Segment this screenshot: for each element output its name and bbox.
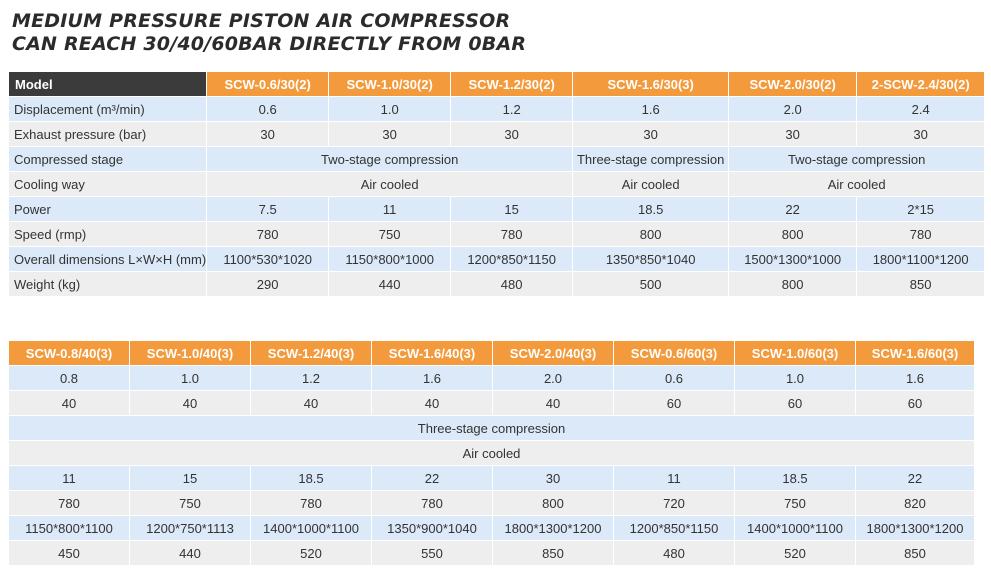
table-row	[9, 491, 974, 516]
table-row	[9, 247, 984, 272]
cell: 520	[735, 541, 855, 566]
model-header: Model	[9, 72, 206, 97]
table-row	[9, 366, 974, 391]
cell: 0.6	[614, 366, 734, 391]
cell: 40	[493, 391, 613, 416]
cell: 750	[329, 222, 450, 247]
cell: 800	[493, 491, 613, 516]
title-line-1: MEDIUM PRESSURE PISTON AIR COMPRESSOR	[12, 10, 511, 32]
cell: 1800*1100*1200	[857, 247, 984, 272]
model-cell: SCW-1.0/30(2)	[329, 72, 450, 97]
merged-cell: Air cooled	[9, 441, 974, 466]
table-row	[9, 197, 984, 222]
cell: 7.5	[207, 197, 328, 222]
cell: 780	[372, 491, 492, 516]
cell: 1.0	[329, 97, 450, 122]
cell: 30	[493, 466, 613, 491]
model-cell: SCW-1.6/60(3)	[856, 341, 974, 366]
row-label: Power	[9, 197, 206, 222]
spec-table-40-60bar	[8, 341, 975, 566]
header-row	[9, 341, 974, 366]
table-row	[9, 416, 974, 441]
model-cell: SCW-0.8/40(3)	[9, 341, 129, 366]
cell: 750	[130, 491, 250, 516]
cell: 800	[729, 272, 856, 297]
cell: 2.0	[493, 366, 613, 391]
model-cell: SCW-1.6/30(3)	[573, 72, 728, 97]
table-row	[9, 466, 974, 491]
cell: 30	[729, 122, 856, 147]
cell: 22	[729, 197, 856, 222]
cell: 1150*800*1100	[9, 516, 129, 541]
merged-cell: Three-stage compression	[9, 416, 974, 441]
model-cell: SCW-1.6/40(3)	[372, 341, 492, 366]
cell: 290	[207, 272, 328, 297]
row-label: Weight (kg)	[9, 272, 206, 297]
merged-cell: Air cooled	[729, 172, 984, 197]
model-cell: 2-SCW-2.4/30(2)	[857, 72, 984, 97]
cell: 30	[573, 122, 728, 147]
cell: 480	[451, 272, 572, 297]
table-row	[9, 222, 984, 247]
cell: 1.6	[372, 366, 492, 391]
cell: 520	[251, 541, 371, 566]
cell: 440	[329, 272, 450, 297]
cell: 480	[614, 541, 734, 566]
table-row	[9, 391, 974, 416]
cell: 800	[729, 222, 856, 247]
row-label: Speed (rmp)	[9, 222, 206, 247]
header-row	[9, 72, 984, 97]
cell: 1400*1000*1100	[735, 516, 855, 541]
cell: 1500*1300*1000	[729, 247, 856, 272]
table-row	[9, 272, 984, 297]
cell: 780	[9, 491, 129, 516]
cell: Three-stage compression	[573, 147, 728, 172]
merged-cell: Two-stage compression	[207, 147, 572, 172]
cell: 18.5	[251, 466, 371, 491]
cell: 2.0	[729, 97, 856, 122]
cell: 1.0	[130, 366, 250, 391]
row-label: Compressed stage	[9, 147, 206, 172]
cell: 820	[856, 491, 974, 516]
cell: 18.5	[735, 466, 855, 491]
cell: 1.6	[573, 97, 728, 122]
row-label: Displacement (m³/min)	[9, 97, 206, 122]
cell: 30	[207, 122, 328, 147]
model-cell: SCW-1.2/30(2)	[451, 72, 572, 97]
cell: 1.0	[735, 366, 855, 391]
cell: 1.2	[251, 366, 371, 391]
table-row	[9, 441, 974, 466]
cell: 11	[9, 466, 129, 491]
merged-cell: Air cooled	[207, 172, 572, 197]
cell: 0.8	[9, 366, 129, 391]
cell: 440	[130, 541, 250, 566]
cell: 750	[735, 491, 855, 516]
title-line-2: CAN REACH 30/40/60BAR DIRECTLY FROM 0BAR	[12, 33, 527, 55]
table-row	[9, 172, 984, 197]
table-row	[9, 541, 974, 566]
cell: 550	[372, 541, 492, 566]
table-row	[9, 147, 984, 172]
cell: 40	[9, 391, 129, 416]
cell: 450	[9, 541, 129, 566]
cell: 1.6	[856, 366, 974, 391]
cell: 1350*850*1040	[573, 247, 728, 272]
cell: 1200*850*1150	[451, 247, 572, 272]
cell: 780	[451, 222, 572, 247]
page-title	[12, 10, 526, 56]
cell: 30	[857, 122, 984, 147]
row-label: Exhaust pressure (bar)	[9, 122, 206, 147]
row-label: Overall dimensions L×W×H (mm)	[9, 247, 206, 272]
cell: 1400*1000*1100	[251, 516, 371, 541]
model-cell: SCW-0.6/60(3)	[614, 341, 734, 366]
cell: 1.2	[451, 97, 572, 122]
cell: 1800*1300*1200	[493, 516, 613, 541]
table-row	[9, 122, 984, 147]
cell: 22	[372, 466, 492, 491]
cell: 720	[614, 491, 734, 516]
cell: 40	[372, 391, 492, 416]
spec-table-30bar	[8, 72, 985, 297]
merged-cell: Two-stage compression	[729, 147, 984, 172]
cell: 11	[614, 466, 734, 491]
cell: 1200*750*1113	[130, 516, 250, 541]
cell: 60	[735, 391, 855, 416]
cell: 780	[251, 491, 371, 516]
cell: 850	[857, 272, 984, 297]
cell: 1200*850*1150	[614, 516, 734, 541]
cell: 40	[251, 391, 371, 416]
cell: 800	[573, 222, 728, 247]
cell: 30	[329, 122, 450, 147]
cell: 1350*900*1040	[372, 516, 492, 541]
model-cell: SCW-1.0/40(3)	[130, 341, 250, 366]
row-label: Cooling way	[9, 172, 206, 197]
cell: 15	[130, 466, 250, 491]
cell: 780	[857, 222, 984, 247]
cell: 60	[856, 391, 974, 416]
cell: 2.4	[857, 97, 984, 122]
table-row	[9, 97, 984, 122]
cell: 11	[329, 197, 450, 222]
cell: 780	[207, 222, 328, 247]
model-cell: SCW-1.0/60(3)	[735, 341, 855, 366]
cell: 850	[493, 541, 613, 566]
cell: 18.5	[573, 197, 728, 222]
cell: 1800*1300*1200	[856, 516, 974, 541]
cell: 1150*800*1000	[329, 247, 450, 272]
cell: 40	[130, 391, 250, 416]
model-cell: SCW-2.0/30(2)	[729, 72, 856, 97]
cell: 2*15	[857, 197, 984, 222]
table-row	[9, 516, 974, 541]
cell: 60	[614, 391, 734, 416]
model-cell: SCW-2.0/40(3)	[493, 341, 613, 366]
cell: 0.6	[207, 97, 328, 122]
cell: 1100*530*1020	[207, 247, 328, 272]
cell: 22	[856, 466, 974, 491]
model-cell: SCW-1.2/40(3)	[251, 341, 371, 366]
cell: 30	[451, 122, 572, 147]
cell: 850	[856, 541, 974, 566]
cell: 15	[451, 197, 572, 222]
cell: 500	[573, 272, 728, 297]
cell: Air cooled	[573, 172, 728, 197]
model-cell: SCW-0.6/30(2)	[207, 72, 328, 97]
